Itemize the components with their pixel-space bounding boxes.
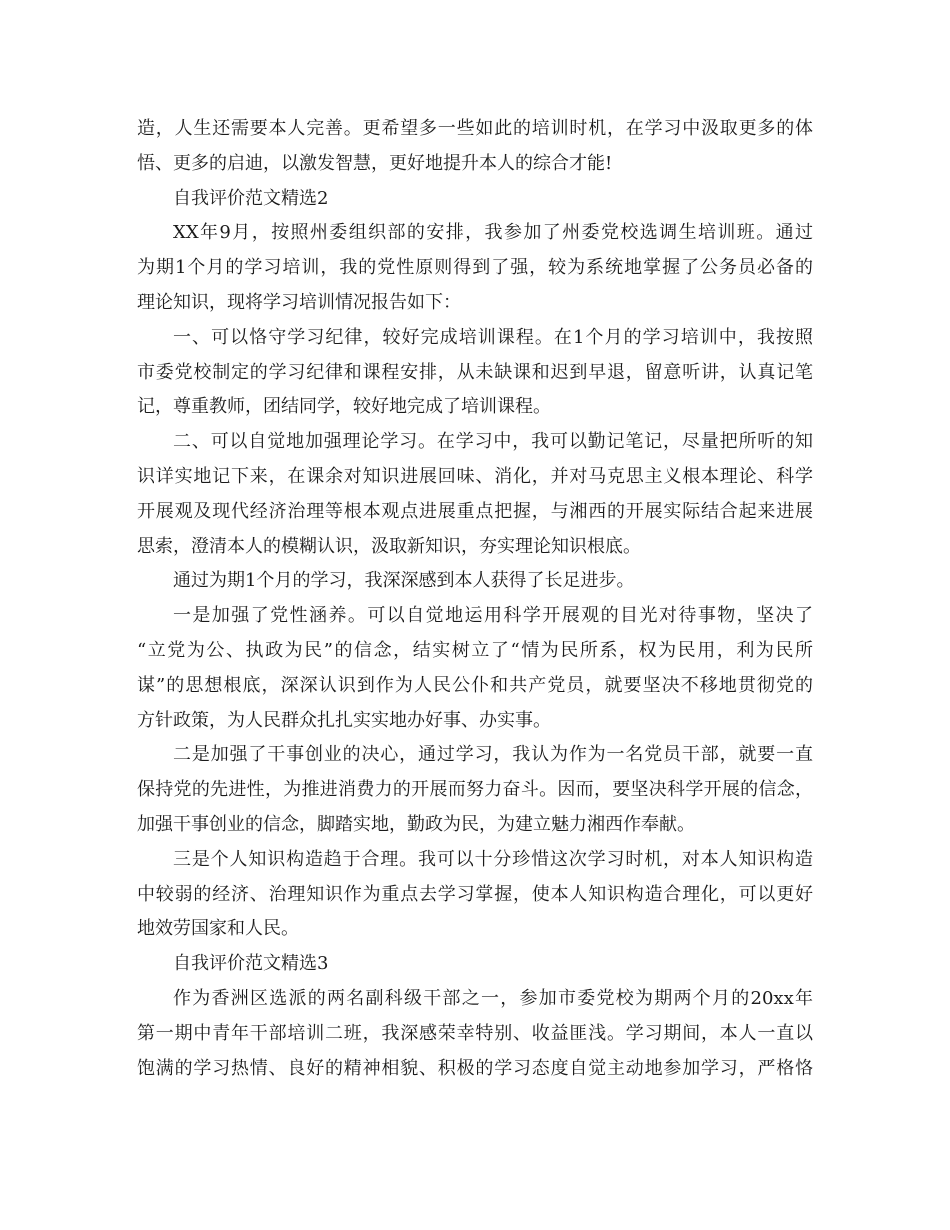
text-line: 思索，澄清本人的模糊认识，汲取新知识，夯实理论知识根底。: [137, 535, 641, 557]
text-line: 记，尊重教师，团结同学，较好地完成了培训课程。: [137, 396, 551, 418]
text-line: 为期1个月的学习培训，我的党性原则得到了强，较为系统地掌握了公务员必备的: [137, 257, 813, 279]
text-line: 加强干事创业的信念，脚踏实地，勤政为民，为建立魅力湘西作奉献。: [137, 813, 695, 835]
text-line: 第一期中青年干部培训二班，我深感荣幸特别、收益匪浅。学习期间，本人一直以: [137, 1022, 813, 1044]
text-line: 一、可以恪守学习纪律，较好完成培训课程。在1个月的学习培训中，我按照: [173, 326, 813, 348]
text-line: 饱满的学习热情、良好的精神相貌、积极的学习态度自觉主动地参加学习，严格恪: [137, 1057, 813, 1079]
text-line: 通过为期1个月的学习，我深深感到本人获得了长足进步。: [173, 570, 635, 592]
text-line: 方针政策，为人民群众扎扎实实地办好事、办实事。: [137, 709, 551, 731]
text-line: 中较弱的经济、治理知识作为重点去学习掌握，使本人知识构造合理化，可以更好: [137, 883, 813, 905]
text-line: 地效劳国家和人民。: [137, 918, 299, 940]
text-line: 自我评价范文精选2: [173, 187, 329, 209]
text-line: 造，人生还需要本人完善。更希望多一些如此的培训时机，在学习中汲取更多的体: [137, 118, 813, 139]
text-line: 二是加强了干事创业的决心，通过学习，我认为作为一名党员干部，就要一直: [173, 744, 813, 766]
text-line: 一是加强了党性涵养。可以自觉地运用科学开展观的目光对待事物，坚决了: [173, 605, 813, 627]
text-line: 谋”的思想根底，深深认识到作为人民公仆和共产党员，就要坚决不移地贯彻党的: [137, 674, 813, 696]
text-line: 市委党校制定的学习纪律和课程安排，从未缺课和迟到早退，留意听讲，认真记笔: [137, 361, 813, 383]
text-line: 作为香洲区选派的两名副科级干部之一，参加市委党校为期两个月的20xx年: [173, 987, 813, 1009]
text-line: 开展观及现代经济治理等根本观点进展重点把握，与湘西的开展实际结合起来进展: [137, 500, 813, 522]
text-line: “立党为公、执政为民”的信念，结实树立了“情为民所系，权为民用，利为民所: [137, 639, 813, 661]
document-body: [137, 112, 813, 1086]
text-line: 自我评价范文精选3: [173, 953, 329, 975]
text-line: 悟、更多的启迪，以激发智慧，更好地提升本人的综合才能!: [137, 152, 613, 174]
text-line: 保持党的先进性，为推进消费力的开展而努力奋斗。因而，要坚决科学开展的信念，: [137, 779, 813, 801]
text-line: 理论知识，现将学习培训情况报告如下：: [137, 291, 461, 313]
text-line: 识详实地记下来，在课余对知识进展回味、消化，并对马克思主义根本理论、科学: [137, 465, 813, 487]
text-line: XX年9月，按照州委组织部的安排，我参加了州委党校选调生培训班。通过: [173, 222, 813, 244]
text-line: 三是个人知识构造趋于合理。我可以十分珍惜这次学习时机，对本人知识构造: [173, 848, 813, 870]
text-line: 二、可以自觉地加强理论学习。在学习中，我可以勤记笔记，尽量把所听的知: [173, 431, 813, 453]
